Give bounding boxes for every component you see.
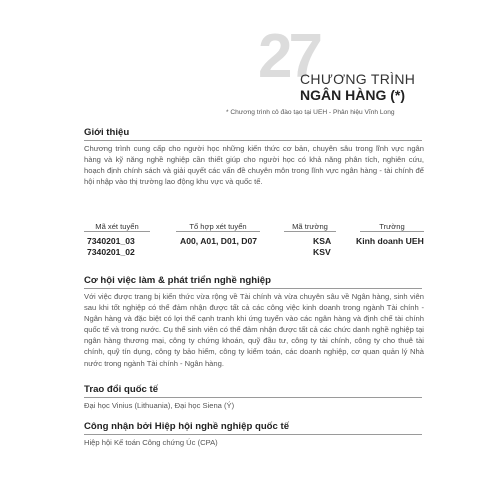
intro-text: Chương trình cung cấp cho người học những kiến thức cơ bản, chuyên sâu trong lĩnh vực ngân hàng và kỹ năng nghề nghiệp cần thiết giúp cho người học có khả năng phân tích, nghiên cứu, hoạch định chính sách và giải quyết các vấn đề chuyên môn trong lĩnh vực ngân hàng - tài chính để hội nhập vào thị trường lao động khu vực và quốc tế. xyxy=(84,144,424,187)
admission-code: 7340201_03 xyxy=(87,236,135,246)
school-name: Kinh doanh UEH xyxy=(356,236,424,246)
header-school-code: Mã trường xyxy=(284,222,336,231)
header-school: Trường xyxy=(360,222,424,231)
exchange-heading: Trao đổi quốc tế xyxy=(84,384,159,395)
school-code: KSA xyxy=(313,236,332,246)
exchange-text: Đại học Vinius (Lithuania), Đại học Siena (Ý) xyxy=(84,401,235,410)
program-title-line1: CHƯƠNG TRÌNH xyxy=(300,71,416,87)
career-text: Với việc được trang bị kiến thức vừa rộng về Tài chính và vừa chuyên sâu về Ngân hàng, sinh viên sau khi tốt nghiệp có thể đảm nhận được tất cả các công việc kinh doanh trong ngành Tài chính - Ngân hàng và đặc biệt có lợi thế cạnh tranh khi ứng tuyển vào các ngân hàng và định chế tài chính quốc tế và trong nước. Cụ thể sinh viên có thể đảm nhận được tất cả các chức danh nghề nghiệp tại ngân hàng thương mại, công ty chứng khoán, quỹ đầu tư, công ty tài chính, công ty cho thuê tài chính, quỹ tín dụng, công ty bảo hiểm, công ty kiểm toán, các doanh nghiệp, cơ quan quản lý Nhà nước trong ngành Tài chính - Ngân hàng. xyxy=(84,292,424,368)
recognition-text: Hiệp hội Kế toán Công chứng Úc (CPA) xyxy=(84,438,218,447)
divider xyxy=(84,140,422,141)
header-combination: Tổ hợp xét tuyển xyxy=(176,222,260,231)
program-title-line2: NGÂN HÀNG (*) xyxy=(300,87,405,104)
admission-code: 7340201_02 xyxy=(87,247,135,257)
admission-table-header xyxy=(84,222,424,232)
school-code: KSV xyxy=(313,247,331,257)
intro-heading: Giới thiệu xyxy=(84,127,130,138)
program-title xyxy=(300,71,415,103)
admission-combos: A00, A01, D01, D07 xyxy=(180,236,258,246)
career-heading: Cơ hội việc làm & phát triển nghề nghiệp xyxy=(84,275,271,286)
divider xyxy=(84,288,422,289)
program-number: 27 xyxy=(258,22,319,91)
program-note: * Chương trình cô đào tạo tại UEH - Phân hiệu Vĩnh Long xyxy=(226,109,395,116)
divider xyxy=(84,397,422,398)
header-admission-code: Mã xét tuyển xyxy=(84,222,150,231)
divider xyxy=(84,434,422,435)
recognition-heading: Công nhận bởi Hiệp hội nghề nghiệp quốc tế xyxy=(84,421,290,432)
